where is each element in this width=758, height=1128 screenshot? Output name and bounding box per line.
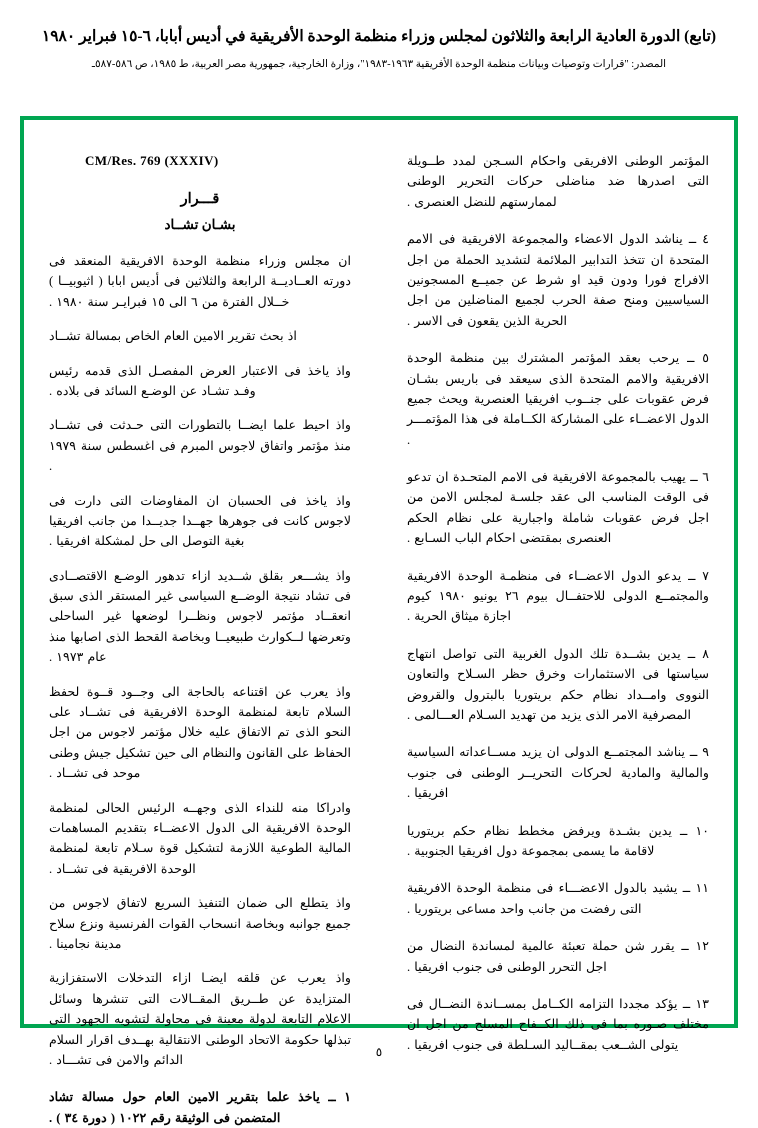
paragraph: واذ يعرب عن اقتناعه بالحاجة الى وجــود قــوة لحفظ السلام تابعة لمنظمة الوحدة الافريقية فى تشــاد على النحو الذى تم الاتفاق عليه خلال مؤتمر لاجوس من اجل الحفاظ على القانون والنظام الى حين تشكيل جيش وطنى موحد فى تشــاد . xyxy=(49,684,351,781)
paragraph: وادراكا منه للنداء الذى وجهــه الرئيس الحالى لمنظمة الوحدة الافريقية الى الدول الاعضــاء بتقديم المساهمات المالية الطوعية اللازمة لتشكيل قوة سـلام تابعة لمنظمة الوحدة الافريقية فى تشــاد . xyxy=(49,800,351,876)
paragraph: واذ احيط علما ايضــا بالتطورات التى حـدثت فى تشــاد منذ مؤتمر واتفاق لاجوس المبرم فى اغسطس سنة ١٩٧٩ . xyxy=(49,418,351,474)
numbered-clause: ٥ ــ يرحب بعقد المؤتمر المشترك بين منظمة الوحدة الافريقية والامم المتحدة الذى سيعقد فى باريس بشـان فرض عقوبات على جنــوب افريقيا العنصرية ويحث جميع الدول الاعضــاء على المشاركة الكــاملة فى هذا المؤتمـــر . xyxy=(407,351,709,447)
column-left xyxy=(405,135,717,1052)
numbered-clause: ٦ ــ يهيب بالمجموعة الافريقية فى الامم المتحـدة ان تدعو فى الوقت المناسب الى عقد جلسـة لمجلس الامن من اجل فرض عقوبات شاملة واجبارية على نظام الحكم العنصرى بمقتضى احكام الباب السـابع . xyxy=(407,470,709,546)
paragraph: واذ يعرب عن قلقه ايضـا ازاء التدخلات الاستفزازية المتزايدة عن طــريق المقــالات التى تنشرها وسائل الاعلام التابعة لدولة معينة فى محاولة لتشويه الجهود التى تبذلها حكومة الاتحاد الوطنى الانتقالية بهــدف اقرار السلام الدائم والامن فى تشـــاد . xyxy=(49,971,351,1067)
numbered-clause: ١ ــ ياخذ علما بتقرير الامين العام حول مسالة تشاد المتضمن فى الوثيقة رقم ١٠٢٢ ( دورة ٣٤ ) . xyxy=(49,1090,351,1125)
column-right xyxy=(41,135,353,1125)
page-title: (تابع) الدورة العادية الرابعة والثلاثون لمجلس وزراء منظمة الوحدة الأفريقية في أديس أبابا، ٦-١٥ فبراير ١٩٨٠ xyxy=(41,28,717,45)
page-number: ٥ xyxy=(375,1045,383,1059)
frame-content xyxy=(28,124,730,1125)
paragraph: واذ ياخذ فى الحسبان ان المفاوضات التى دارت فى لاجوس كانت فى جوهرها جهــدا جديــدا من جانب افريقيا بغية التوصل الى حل لمشكلة افريقيا . xyxy=(49,493,351,549)
paragraph: واذ يتطلع الى ضمان التنفيذ السريع لاتفاق لاجوس من جميع جوانبه وبخاصة انسحاب القوات الفرنسية ونزع سلاح مدينة نجامينا . xyxy=(49,896,351,951)
numbered-clause: ٤ ــ يناشد الدول الاعضاء والمجموعة الافريقية فى الامم المتحدة ان تتخذ التدابير الملائمة لتشديد الحملة من اجل الافراج فورا ودون قيد او شرط عن جميــع المسجونين السياسيين ومنح صفة الحرب لجميع المناضلين من اجل الحرية الذين يقعون فى الاسر . xyxy=(407,232,709,328)
paragraph: ان مجلس وزراء منظمة الوحدة الافريقية المنعقد فى دورته العــاديــة الرابعة والثلاثين فى أديس ابابا ( اثيوبيــا ) خــلال الفترة من ٦ الى ١٥ فبرايـر سنة ١٩٨٠ . xyxy=(49,254,351,309)
paragraph: المؤتمر الوطنى الافريقى واحكام السـجن لمدد طــويلة التى اصدرها ضد مناضلى حركات التحرير الوطنى لممارستهم للنضل العنصرى . xyxy=(407,154,709,209)
numbered-clause: ١٠ ــ يدين بشـدة ويرفض مخطط نظام حكم بريتوريا لاقامة ما يسمى بمجموعة دول افريقيا الجنوبية . xyxy=(407,823,709,858)
page-header xyxy=(0,0,758,73)
paragraph: اذ بحث تقرير الامين العام الخاص بمسالة تشــاد xyxy=(49,329,297,344)
numbered-clause: ٨ ــ يدين بشــدة تلك الدول الغربية التى تواصل انتهاج سياستها فى الاستثمارات وخرق حظر السـلاح والتعاون النووى وامــداد نظام حكم بريتوريا بالبترول والقروض المصرفية الامر الذى يزيد من تهديد السـلام العـــالمى . xyxy=(407,646,709,722)
numbered-clause: ١٣ ــ يؤكد مجددا التزامه الكــامل بمســاندة النضــال فى مختلف صـوره بما فى ذلك الكــفاح المسلح من اجل ان يتولى الشــعب بمقــاليد السـلطة فى جنوب افريقيا . xyxy=(407,996,709,1052)
paragraph: واذ ياخذ فى الاعتبار العرض المفصـل الذى قدمه رئيس وفـد تشـاد عن الوضـع السائد فى بلاده . xyxy=(49,363,351,398)
two-column-layout xyxy=(41,135,717,1125)
resolution-id: CM/Res. 769 (XXXIV) xyxy=(85,153,219,168)
numbered-clause: ١١ ــ يشيد بالدول الاعضـــاء فى منظمة الوحدة الافريقية التى رفضت من جانب واحد مساعى بريتوريا . xyxy=(407,881,709,916)
decision-subject: بشـان تشــاد xyxy=(164,217,236,232)
decision-label: قـــرار xyxy=(180,191,220,207)
numbered-clause: ١٢ ــ يقرر شن حملة تعبئة عالمية لمساندة النضال من اجل التحرر الوطنى فى جنوب افريقيا . xyxy=(407,939,709,974)
numbered-clause: ٩ ــ يناشد المجتمــع الدولى ان يزيد مســاعداته السياسية والمالية والمادية لحركات التحريــر الوطنى فى جنوب افريقيا . xyxy=(407,745,709,801)
source-note: المصدر: "قرارات وتوصيات وبيانات منظمة الوحدة الأفريقية ١٩٦٣-١٩٨٣"، وزارة الخارجية، جمهورية مصر العربية، ط ١٩٨٥، ص ٥٨٦-٥٨٧ـ xyxy=(91,59,667,71)
green-border-frame xyxy=(20,116,738,1125)
paragraph: واذ يشـــعر بقلق شــديد ازاء تدهور الوضـع الاقتصــادى فى تشاد نتيجة الوضــع السياسى غير المستقر الذى سبق انعقــاد مؤتمر لاجوس ونظــرا لوضعها غير الساحلى وتعرضها لــكوارث طبيعيــا وبخاصة القحط الذى اصابها منذ عام ١٩٧٣ . xyxy=(49,568,351,665)
numbered-clause: ٧ ــ يدعو الدول الاعضــاء فى منظمـة الوحدة الافريقية والمجتمــع الدولى للاحتفــال بيوم ٢٦ يونيو ١٩٨٠ كيوم اجازة ميثاق الحرية . xyxy=(407,568,710,624)
